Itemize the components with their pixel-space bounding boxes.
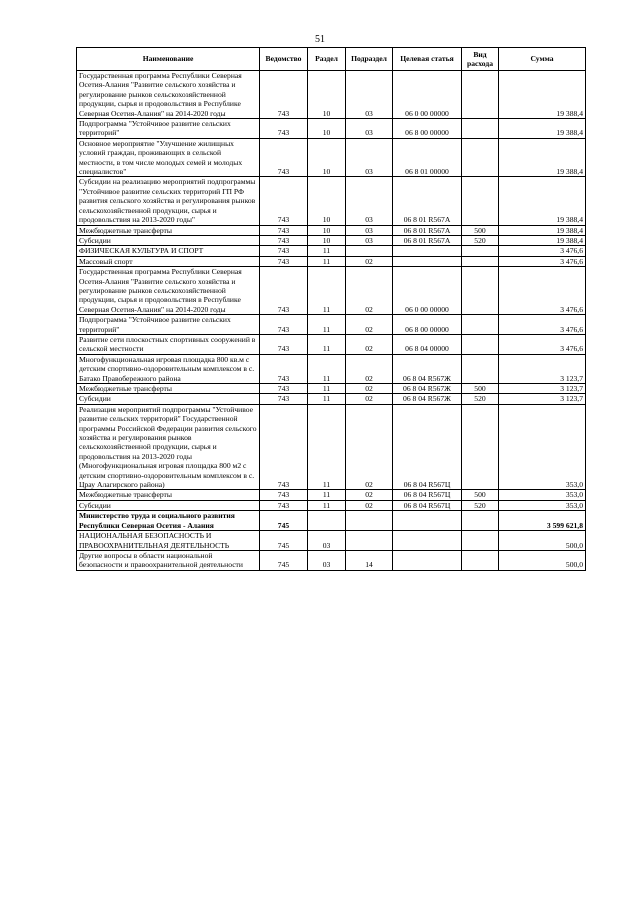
header-name: Наименование (77, 48, 260, 71)
table-row (77, 500, 586, 510)
page-number: 51 (315, 34, 325, 45)
cell-dept: 743 (260, 177, 308, 225)
table-row (77, 235, 586, 245)
cell-dept: 743 (260, 267, 308, 315)
cell-section: 10 (308, 138, 346, 177)
table-row (77, 246, 586, 256)
cell-target: 06 8 04 00000 (393, 334, 462, 354)
cell-section: 11 (308, 394, 346, 404)
cell-section: 11 (308, 500, 346, 510)
cell-expense-type (462, 71, 499, 119)
cell-subsection: 03 (346, 138, 393, 177)
cell-expense-type (462, 246, 499, 256)
cell-amount: 353,0 (499, 500, 586, 510)
cell-dept: 743 (260, 225, 308, 235)
cell-amount: 500,0 (499, 531, 586, 551)
cell-section: 11 (308, 267, 346, 315)
cell-section: 10 (308, 71, 346, 119)
table-row (77, 404, 586, 490)
cell-name: НАЦИОНАЛЬНАЯ БЕЗОПАСНОСТЬ И ПРАВООХРАНИТЕЛЬНАЯ ДЕЯТЕЛЬНОСТЬ (77, 531, 260, 551)
cell-amount: 19 388,4 (499, 177, 586, 225)
cell-target (393, 246, 462, 256)
table-row (77, 315, 586, 335)
cell-expense-type: 520 (462, 500, 499, 510)
cell-target: 06 8 04 R567Ж (393, 384, 462, 394)
header-section: Раздел (308, 48, 346, 71)
cell-name: Подпрограмма "Устойчивое развитие сельских территорий" (77, 315, 260, 335)
cell-name: Государственная программа Республики Северная Осетия-Алания "Развитие сельского хозяйства и регулирование рынков сельскохозяйственной продукции, сырья и продовольствия в Республике Северная Осетия-Алания" на 2014-2020 годы (77, 267, 260, 315)
cell-dept: 745 (260, 531, 308, 551)
cell-dept: 743 (260, 500, 308, 510)
budget-table (76, 47, 586, 571)
cell-subsection: 03 (346, 177, 393, 225)
cell-expense-type (462, 511, 499, 531)
cell-expense-type: 500 (462, 384, 499, 394)
cell-amount: 353,0 (499, 490, 586, 500)
cell-name: Субсидии (77, 394, 260, 404)
cell-name: Основное мероприятие "Улучшение жилищных условий граждан, проживающих в сельской местности, в том числе молодых семей и молодых специалистов" (77, 138, 260, 177)
cell-target: 06 8 01 00000 (393, 138, 462, 177)
cell-amount: 3 476,6 (499, 315, 586, 335)
cell-name: Другие вопросы в области национальной безопасности и правоохранительной деятельности (77, 550, 260, 570)
cell-section: 10 (308, 119, 346, 139)
cell-amount: 19 388,4 (499, 138, 586, 177)
table-row (77, 334, 586, 354)
cell-expense-type (462, 550, 499, 570)
cell-expense-type (462, 177, 499, 225)
cell-target: 06 8 00 00000 (393, 315, 462, 335)
cell-section (308, 511, 346, 531)
cell-amount: 3 123,7 (499, 394, 586, 404)
cell-amount: 3 476,6 (499, 246, 586, 256)
cell-expense-type (462, 256, 499, 266)
table-header-row (77, 48, 586, 71)
cell-subsection: 14 (346, 550, 393, 570)
table-row (77, 354, 586, 383)
cell-subsection: 02 (346, 354, 393, 383)
cell-section: 11 (308, 315, 346, 335)
cell-subsection: 02 (346, 490, 393, 500)
cell-target: 06 0 00 00000 (393, 71, 462, 119)
table-row (77, 71, 586, 119)
cell-subsection: 02 (346, 267, 393, 315)
header-expense-type: Вид расхода (462, 48, 499, 71)
cell-expense-type: 500 (462, 490, 499, 500)
cell-section: 11 (308, 354, 346, 383)
cell-name: Подпрограмма "Устойчивое развитие сельских территорий" (77, 119, 260, 139)
cell-subsection: 02 (346, 404, 393, 490)
cell-dept: 745 (260, 550, 308, 570)
cell-amount: 19 388,4 (499, 119, 586, 139)
table-row (77, 531, 586, 551)
cell-amount: 3 123,7 (499, 384, 586, 394)
cell-name: Межбюджетные трансферты (77, 490, 260, 500)
cell-section: 10 (308, 177, 346, 225)
cell-section: 03 (308, 531, 346, 551)
cell-dept: 743 (260, 315, 308, 335)
cell-dept: 743 (260, 256, 308, 266)
cell-expense-type (462, 138, 499, 177)
table-row (77, 384, 586, 394)
cell-name: Министерство труда и социального развития Республики Северная Осетия - Алания (77, 511, 260, 531)
cell-target: 06 0 00 00000 (393, 267, 462, 315)
cell-target: 06 8 04 R567Ж (393, 394, 462, 404)
cell-section: 03 (308, 550, 346, 570)
cell-expense-type: 520 (462, 394, 499, 404)
cell-subsection: 02 (346, 256, 393, 266)
cell-section: 11 (308, 246, 346, 256)
cell-subsection: 02 (346, 315, 393, 335)
cell-dept: 743 (260, 384, 308, 394)
cell-amount: 19 388,4 (499, 235, 586, 245)
cell-name: Массовый спорт (77, 256, 260, 266)
table-row (77, 550, 586, 570)
cell-subsection (346, 246, 393, 256)
header-target: Целевая статья (393, 48, 462, 71)
cell-target (393, 531, 462, 551)
cell-name: Межбюджетные трансферты (77, 384, 260, 394)
cell-subsection: 02 (346, 500, 393, 510)
cell-section: 11 (308, 334, 346, 354)
cell-name: Субсидии на реализацию мероприятий подпрограммы "Устойчивое развитие сельских территорий ГП РФ развития сельского хозяйства и регулирования рынков сельскохозяйственной продукции, сырья и продовольствия на 2013-2020 годы" (77, 177, 260, 225)
cell-expense-type: 520 (462, 235, 499, 245)
cell-subsection: 02 (346, 334, 393, 354)
cell-subsection: 03 (346, 119, 393, 139)
cell-dept: 743 (260, 71, 308, 119)
cell-section: 10 (308, 225, 346, 235)
cell-section: 11 (308, 490, 346, 500)
cell-target (393, 550, 462, 570)
cell-target: 06 8 01 R567А (393, 225, 462, 235)
cell-target: 06 8 01 R567А (393, 235, 462, 245)
cell-dept: 743 (260, 354, 308, 383)
cell-target: 06 8 04 R567Ж (393, 354, 462, 383)
cell-amount: 3 123,7 (499, 354, 586, 383)
table-row (77, 138, 586, 177)
cell-section: 11 (308, 384, 346, 394)
cell-subsection (346, 511, 393, 531)
cell-expense-type (462, 267, 499, 315)
cell-amount: 500,0 (499, 550, 586, 570)
cell-dept: 743 (260, 119, 308, 139)
cell-expense-type (462, 531, 499, 551)
table-row (77, 119, 586, 139)
cell-target: 06 8 04 R567Ц (393, 490, 462, 500)
table-row (77, 256, 586, 266)
cell-name: Реализация мероприятий подпрограммы "Устойчивое развитие сельских территорий" Государственной программы Российской Федерации развития сельского хозяйства и регулирования рынков сельскохозяйственной продукции, сырья и продовольствия на 2013-2020 годы (Многофункциональная игровая площадка 800 м2 с детским спортивно-оздоровительным комплексом в с. Црау Алагирского района) (77, 404, 260, 490)
cell-expense-type: 500 (462, 225, 499, 235)
table-row (77, 394, 586, 404)
cell-section: 10 (308, 235, 346, 245)
cell-dept: 743 (260, 404, 308, 490)
table-row (77, 490, 586, 500)
header-amount: Сумма (499, 48, 586, 71)
cell-dept: 743 (260, 334, 308, 354)
cell-target: 06 8 01 R567А (393, 177, 462, 225)
cell-dept: 743 (260, 490, 308, 500)
cell-amount: 19 388,4 (499, 71, 586, 119)
cell-section: 11 (308, 256, 346, 266)
cell-dept: 743 (260, 138, 308, 177)
cell-section: 11 (308, 404, 346, 490)
cell-subsection (346, 531, 393, 551)
cell-amount: 353,0 (499, 404, 586, 490)
cell-target: 06 8 00 00000 (393, 119, 462, 139)
cell-subsection: 03 (346, 235, 393, 245)
cell-name: ФИЗИЧЕСКАЯ КУЛЬТУРА И СПОРТ (77, 246, 260, 256)
cell-target: 06 8 04 R567Ц (393, 404, 462, 490)
cell-subsection: 02 (346, 394, 393, 404)
cell-name: Субсидии (77, 235, 260, 245)
cell-name: Развитие сети плоскостных спортивных сооружений в сельской местности (77, 334, 260, 354)
cell-expense-type (462, 119, 499, 139)
cell-amount: 3 476,6 (499, 334, 586, 354)
cell-target (393, 511, 462, 531)
cell-subsection: 02 (346, 384, 393, 394)
cell-dept: 743 (260, 394, 308, 404)
cell-expense-type (462, 334, 499, 354)
cell-name: Государственная программа Республики Северная Осетия-Алания "Развитие сельского хозяйства и регулирование рынков сельскохозяйственной продукции, сырья и продовольствия в Республике Северная Осетия-Алания" на 2014-2020 годы (77, 71, 260, 119)
cell-expense-type (462, 354, 499, 383)
cell-name: Субсидии (77, 500, 260, 510)
cell-amount: 3 476,6 (499, 256, 586, 266)
header-subsection: Подраздел (346, 48, 393, 71)
cell-expense-type (462, 404, 499, 490)
cell-target (393, 256, 462, 266)
table-row (77, 177, 586, 225)
cell-amount: 3 476,6 (499, 267, 586, 315)
table-row (77, 267, 586, 315)
cell-dept: 743 (260, 235, 308, 245)
table-row (77, 511, 586, 531)
header-dept: Ведомство (260, 48, 308, 71)
table-row (77, 225, 586, 235)
cell-target: 06 8 04 R567Ц (393, 500, 462, 510)
cell-expense-type (462, 315, 499, 335)
cell-dept: 743 (260, 246, 308, 256)
cell-amount: 3 599 621,8 (499, 511, 586, 531)
cell-subsection: 03 (346, 225, 393, 235)
cell-amount: 19 388,4 (499, 225, 586, 235)
cell-dept: 745 (260, 511, 308, 531)
cell-subsection: 03 (346, 71, 393, 119)
cell-name: Межбюджетные трансферты (77, 225, 260, 235)
cell-name: Многофункциональная игровая площадка 800 кв.м с детским спортивно-оздоровительным комплексом в с. Батако Правобережного района (77, 354, 260, 383)
